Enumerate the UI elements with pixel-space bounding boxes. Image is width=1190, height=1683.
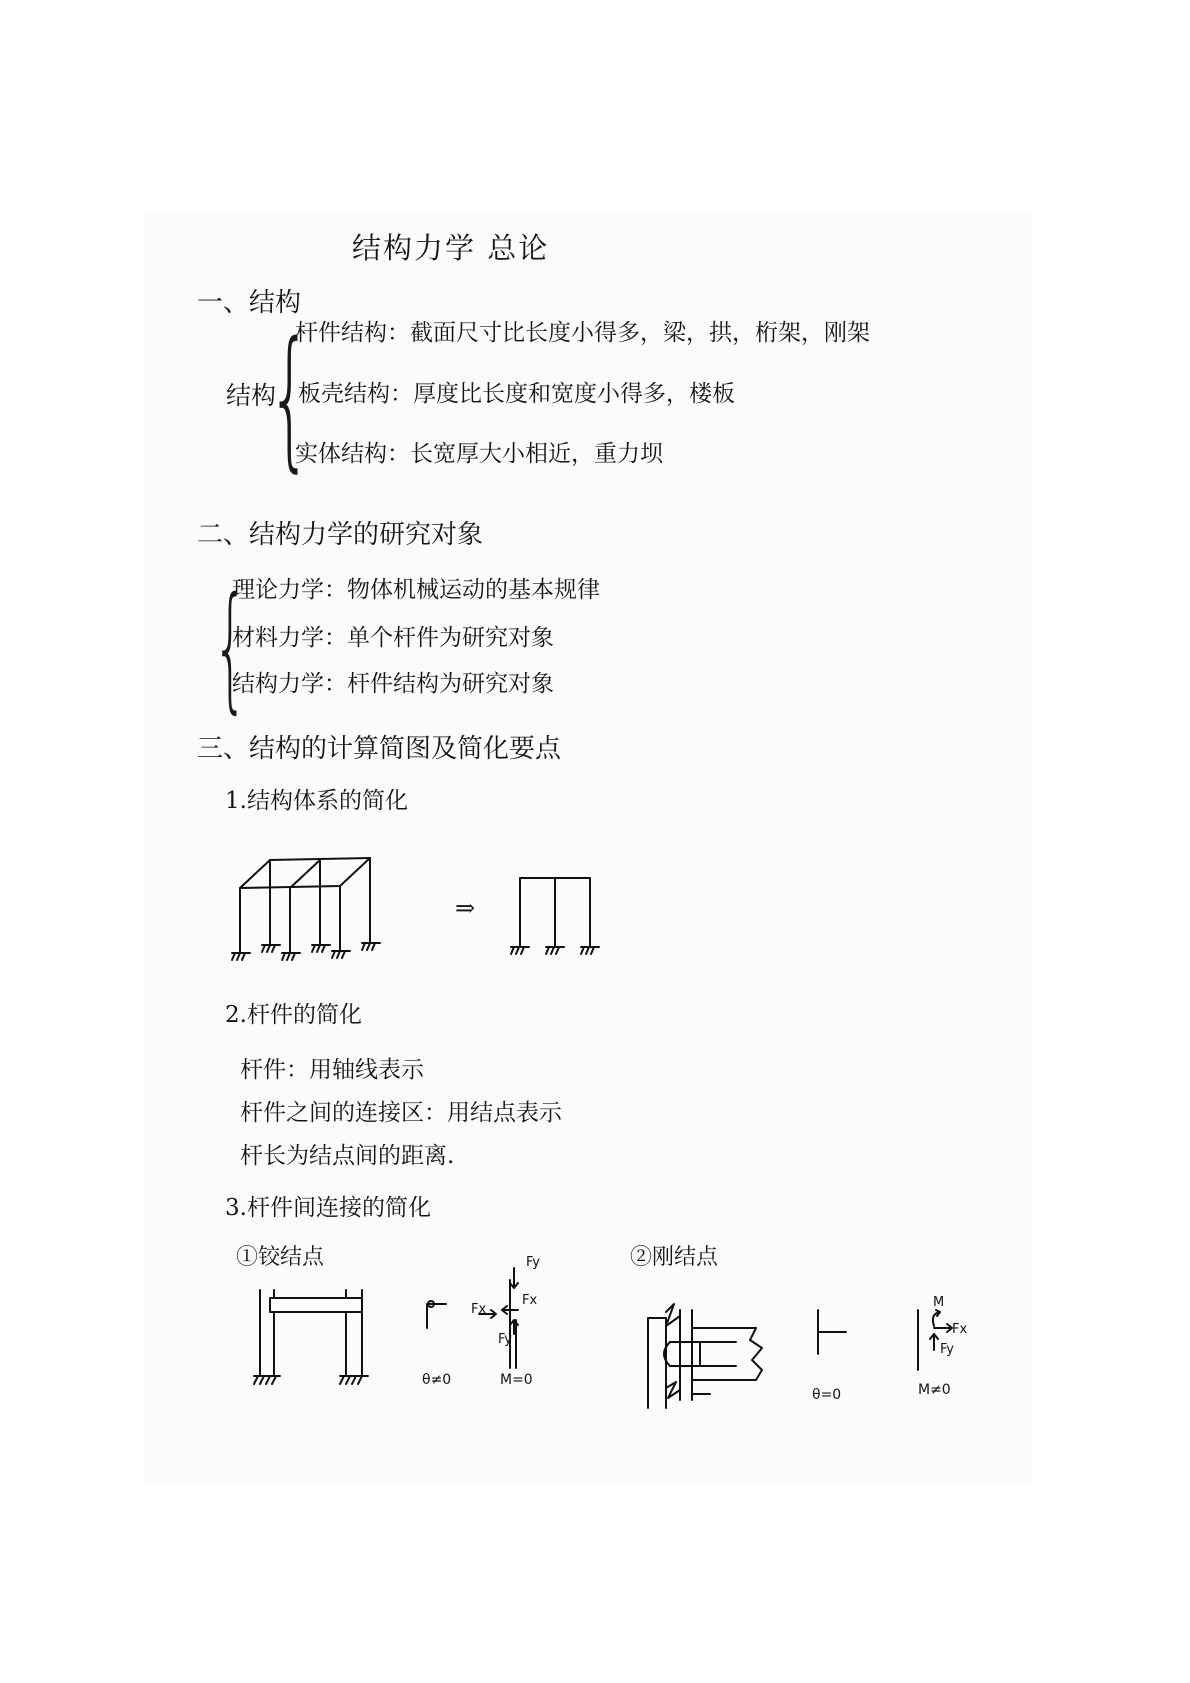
section2-item-theory: 理论力学：物体机械运动的基本规律 bbox=[232, 577, 600, 603]
rigid-m-label: M bbox=[933, 1295, 945, 1310]
section3-sub2: 2.杆件的简化 bbox=[225, 1002, 362, 1028]
rigid-node-drawing bbox=[818, 1310, 846, 1354]
rigid-theta-note: θ=0 bbox=[812, 1387, 842, 1403]
section3-sub3: 3.杆件间连接的简化 bbox=[225, 1195, 431, 1221]
section2-brace: { bbox=[213, 569, 248, 727]
hinge-fx-label: Fx bbox=[471, 1302, 487, 1317]
member-line-1: 杆件：用轴线表示 bbox=[240, 1057, 424, 1083]
space-frame-drawing bbox=[232, 858, 380, 960]
hinge-force-arrows bbox=[479, 1268, 518, 1368]
section1-brace: { bbox=[268, 309, 312, 486]
rigid-joint-section-drawing bbox=[648, 1304, 762, 1408]
section1-item-rod: 杆件结构：截面尺寸比长度小得多，梁，拱，桁架，刚架 bbox=[295, 320, 870, 346]
rigid-fx-label: Fx bbox=[952, 1322, 968, 1337]
section3-sub1: 1.结构体系的简化 bbox=[225, 788, 408, 814]
simplify-arrow-icon: ⇒ bbox=[455, 894, 476, 922]
section2-item-materials: 材料力学：单个杆件为研究对象 bbox=[232, 625, 554, 651]
rigid-force-arrows bbox=[918, 1310, 952, 1370]
hinge-fy2-label: Fy bbox=[498, 1332, 512, 1347]
hinge-moment-note: M=0 bbox=[500, 1372, 533, 1388]
frame-simplification-figure bbox=[230, 850, 610, 970]
page-title: 结构力学 总论 bbox=[352, 231, 550, 265]
hinge-fx2-label: Fx bbox=[522, 1293, 538, 1308]
rigid-moment-note: M≠0 bbox=[918, 1382, 951, 1398]
section3-heading: 三、结构的计算简图及简化要点 bbox=[197, 734, 562, 764]
hinge-joint-figure bbox=[250, 1260, 570, 1390]
member-line-2: 杆件之间的连接区：用结点表示 bbox=[240, 1100, 562, 1126]
hinge-joint-label: ①铰结点 bbox=[236, 1245, 325, 1270]
section2-item-structural: 结构力学：杆件结构为研究对象 bbox=[232, 671, 554, 697]
rigid-fy-label: Fy bbox=[940, 1342, 954, 1357]
section1-item-solid: 实体结构：长宽厚大小相近，重力坝 bbox=[295, 441, 663, 467]
member-line-3: 杆长为结点间的距离. bbox=[240, 1143, 455, 1169]
hinge-frame-drawing bbox=[254, 1290, 368, 1384]
rigid-joint-label: ②刚结点 bbox=[630, 1245, 719, 1270]
section1-brace-label: 结构 bbox=[226, 381, 277, 410]
section1-heading: 一、结构 bbox=[197, 288, 302, 318]
hinge-fy-label: Fy bbox=[526, 1255, 540, 1270]
section2-heading: 二、结构力学的研究对象 bbox=[197, 520, 484, 550]
section1-item-shell: 板壳结构：厚度比长度和宽度小得多，楼板 bbox=[298, 381, 735, 407]
hinge-node-drawing bbox=[427, 1301, 446, 1328]
plane-frame-drawing bbox=[511, 878, 599, 954]
hinge-theta-note: θ≠0 bbox=[422, 1372, 452, 1388]
